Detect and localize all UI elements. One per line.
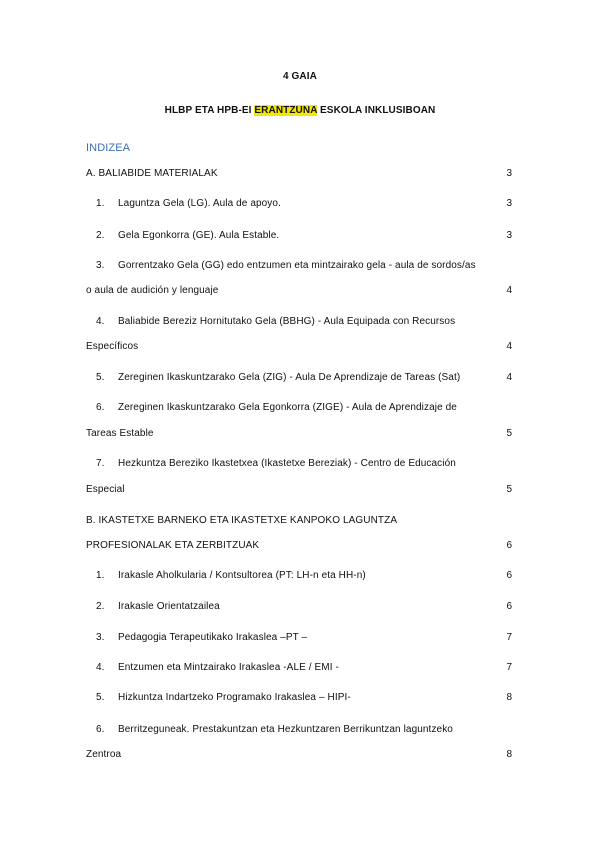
title-suffix: ESKOLA INKLUSIBOAN	[317, 105, 436, 116]
toc-a4-text[interactable]: Baliabide Bereziz Hornitutako Gela (BBHG) - Aula Equipada con Recursos	[118, 316, 456, 327]
toc-a6-cont[interactable]: Tareas Estable	[86, 428, 154, 439]
toc-a6-num: 6.	[96, 402, 105, 413]
toc-b6-page: 8	[506, 749, 512, 760]
toc-a7-num: 7.	[96, 458, 105, 469]
toc-section-b-page: 6	[506, 540, 512, 551]
title-highlight: ERANTZUNA	[254, 105, 318, 116]
toc-section-a[interactable]: A. BALIABIDE MATERIALAK	[86, 168, 218, 179]
toc-a7-text[interactable]: Hezkuntza Bereziko Ikastetxea (Ikastetxe Bereziak) - Centro de Educación	[118, 458, 456, 469]
document-title	[0, 105, 600, 116]
toc-a4-num: 4.	[96, 316, 105, 327]
toc-a5-num: 5.	[96, 372, 105, 383]
toc-a2-text[interactable]: Gela Egonkorra (GE). Aula Estable.	[118, 230, 280, 241]
toc-b2-num: 2.	[96, 601, 105, 612]
toc-a1-num: 1.	[96, 198, 105, 209]
toc-b3-text[interactable]: Pedagogia Terapeutikako Irakaslea –PT –	[118, 632, 308, 643]
toc-heading: INDIZEA	[86, 142, 131, 154]
toc-b5-page: 8	[506, 692, 512, 703]
toc-b6-num: 6.	[96, 724, 105, 735]
toc-b4-num: 4.	[96, 662, 105, 673]
toc-a2-num: 2.	[96, 230, 105, 241]
toc-b2-page: 6	[506, 601, 512, 612]
toc-a7-cont[interactable]: Especial	[86, 484, 125, 495]
toc-a4-page: 4	[506, 341, 512, 352]
toc-a3-cont[interactable]: o aula de audición y lenguaje	[86, 285, 219, 296]
toc-a3-num: 3.	[96, 260, 105, 271]
toc-a1-page: 3	[506, 198, 512, 209]
toc-section-b-cont[interactable]: PROFESIONALAK ETA ZERBITZUAK	[86, 540, 260, 551]
toc-a2-page: 3	[506, 230, 512, 241]
toc-b1-page: 6	[506, 570, 512, 581]
title-prefix: HLBP ETA HPB-EI	[164, 105, 255, 116]
toc-a5-page: 4	[506, 372, 512, 383]
toc-b1-num: 1.	[96, 570, 105, 581]
toc-a5-text[interactable]: Zereginen Ikaskuntzarako Gela (ZIG) - Aula De Aprendizaje de Tareas (Sat)	[118, 372, 461, 383]
toc-a6-page: 5	[506, 428, 512, 439]
toc-b3-page: 7	[506, 632, 512, 643]
toc-a7-page: 5	[506, 484, 512, 495]
toc-a3-text[interactable]: Gorrentzako Gela (GG) edo entzumen eta mintzairako gela - aula de sordos/as	[118, 260, 476, 271]
toc-section-b[interactable]: B. IKASTETXE BARNEKO ETA IKASTETXE KANPOKO LAGUNTZA	[86, 515, 398, 526]
toc-b1-text[interactable]: Irakasle Aholkularia / Kontsultorea (PT: LH-n eta HH-n)	[118, 570, 366, 581]
toc-b5-text[interactable]: Hizkuntza Indartzeko Programako Irakaslea – HIPI-	[118, 692, 351, 703]
toc-section-a-page: 3	[506, 168, 512, 179]
toc-a4-cont[interactable]: Específicos	[86, 341, 139, 352]
toc-b4-text[interactable]: Entzumen eta Mintzairako Irakaslea -ALE / EMI -	[118, 662, 339, 673]
toc-b6-text[interactable]: Berritzeguneak. Prestakuntzan eta Hezkuntzaren Berrikuntzan laguntzeko	[118, 724, 453, 735]
toc-b6-cont[interactable]: Zentroa	[86, 749, 122, 760]
toc-a1-text[interactable]: Laguntza Gela (LG). Aula de apoyo.	[118, 198, 281, 209]
toc-a6-text[interactable]: Zereginen Ikaskuntzarako Gela Egonkorra (ZIGE) - Aula de Aprendizaje de	[118, 402, 457, 413]
toc-b2-text[interactable]: Irakasle Orientatzailea	[118, 601, 220, 612]
toc-b3-num: 3.	[96, 632, 105, 643]
chapter-title: 4 GAIA	[283, 71, 317, 82]
toc-b4-page: 7	[506, 662, 512, 673]
toc-b5-num: 5.	[96, 692, 105, 703]
toc-a3-page: 4	[506, 285, 512, 296]
